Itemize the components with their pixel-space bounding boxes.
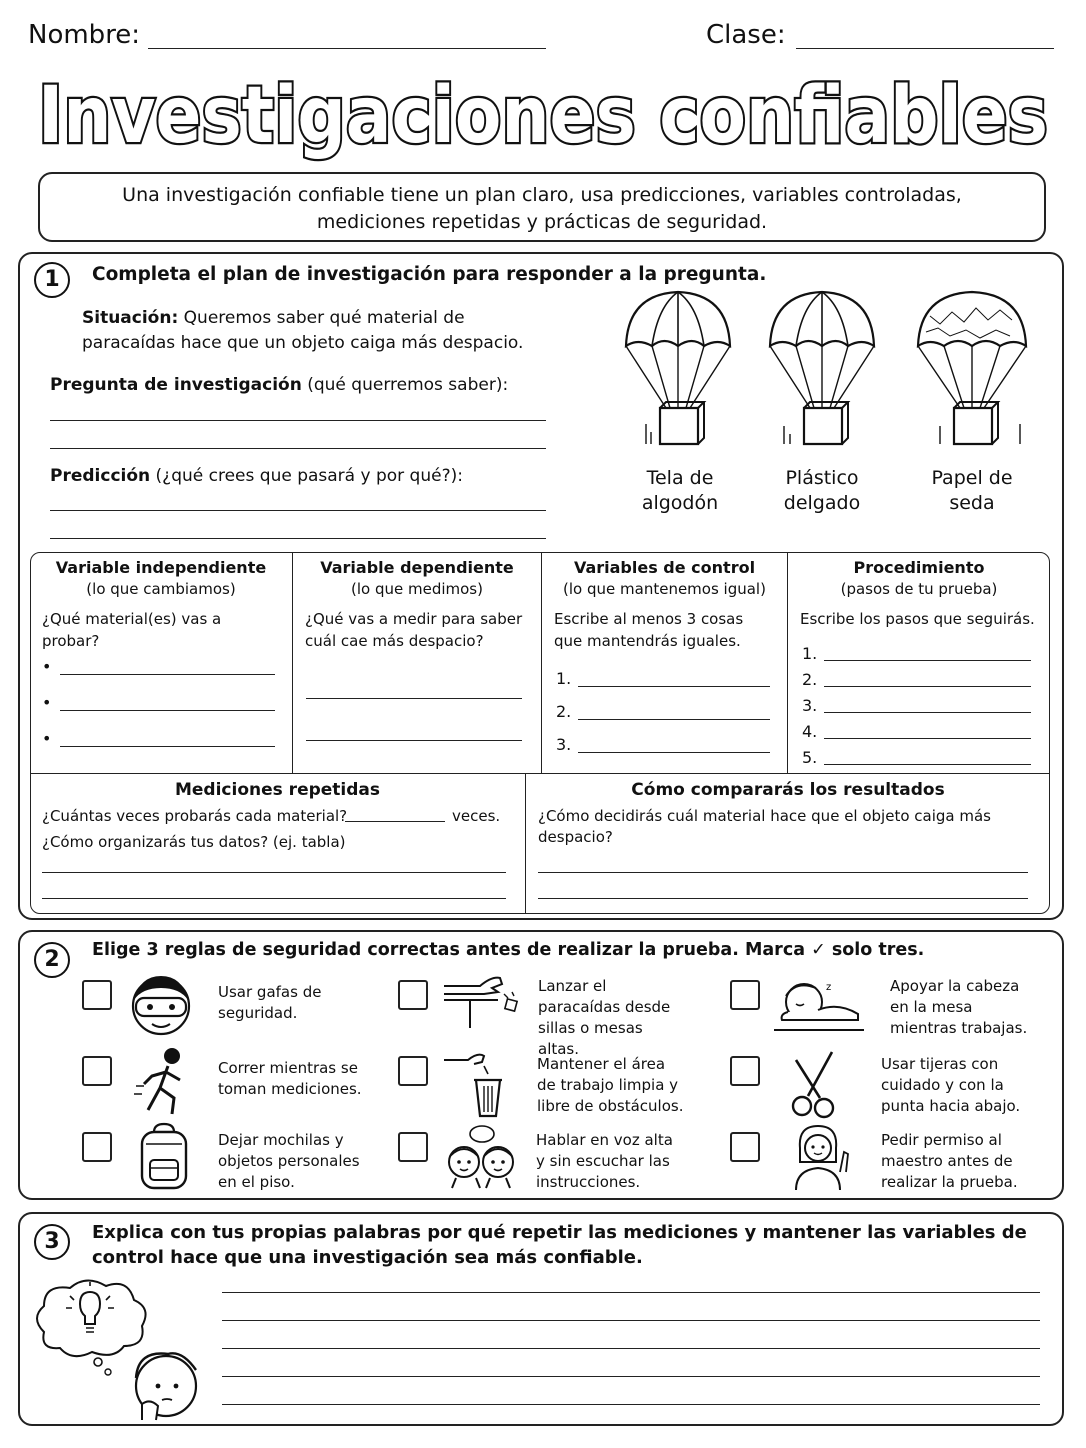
procedure-number: 1. xyxy=(802,644,818,663)
question-label-bold: Pregunta de investigación xyxy=(50,375,302,395)
procedure-line-1[interactable] xyxy=(824,660,1031,661)
prediction-label-bold: Predicción xyxy=(50,466,151,486)
control-title: Variables de control xyxy=(573,558,756,577)
running-child-icon xyxy=(134,1046,194,1116)
answer-line-2[interactable] xyxy=(222,1320,1040,1321)
rule-text: Mantener el área de trabajo limpia y libre de obstáculos. xyxy=(537,1055,684,1115)
name-label: Nombre: xyxy=(28,20,141,50)
backpack-icon xyxy=(136,1122,192,1192)
sleeping-child-icon xyxy=(774,974,864,1036)
control-line-1[interactable] xyxy=(578,686,770,687)
rule-text: Pedir permiso al maestro antes de realizar la prueba. xyxy=(881,1131,1018,1191)
trash-can-icon xyxy=(444,1050,514,1120)
compare-title: Cómo compararás los resultados xyxy=(631,780,945,800)
throwing-hand-icon xyxy=(440,970,524,1030)
independent-sub: (lo que cambiamos) xyxy=(86,580,236,598)
rule-text: Lanzar el paracaídas desde sillas o mesas altas. xyxy=(538,977,671,1058)
rule-checkbox[interactable] xyxy=(398,1056,428,1086)
rule-text: Usar gafas de seguridad. xyxy=(218,983,322,1022)
repeated-line-1[interactable] xyxy=(42,872,506,873)
dependent-question: ¿Qué vas a medir para saber cuál cae más despacio? xyxy=(305,610,523,650)
answer-line-5[interactable] xyxy=(222,1404,1040,1405)
procedure-sub: (pasos de tu prueba) xyxy=(840,580,998,598)
repeated-count-field[interactable] xyxy=(345,821,445,822)
compare-line-1[interactable] xyxy=(538,872,1028,873)
rule-text: Dejar mochilas y objetos personales en el piso. xyxy=(218,1131,360,1191)
control-line-3[interactable] xyxy=(578,752,770,753)
procedure-line-2[interactable] xyxy=(824,686,1031,687)
class-label: Clase: xyxy=(706,20,786,50)
procedure-question: Escribe los pasos que seguirás. xyxy=(800,610,1035,628)
section-2-title: Elige 3 reglas de seguridad correctas antes de realizar la prueba. Marca ✓ solo tres. xyxy=(92,940,925,960)
rule-checkbox[interactable] xyxy=(82,1132,112,1162)
cell-control xyxy=(542,552,787,772)
rule-text: Apoyar la cabeza en la mesa mientras trabajas. xyxy=(890,977,1028,1037)
page-title xyxy=(20,58,1066,170)
thinking-child-icon xyxy=(30,1274,210,1420)
independent-title: Variable independiente xyxy=(55,558,267,577)
cell-independent xyxy=(30,552,292,772)
rule-checkbox[interactable] xyxy=(730,1132,760,1162)
intro-box xyxy=(38,172,1046,242)
repeated-line-2[interactable] xyxy=(42,898,506,899)
rule-checkbox[interactable] xyxy=(82,1056,112,1086)
procedure-number: 3. xyxy=(802,696,818,715)
rule-checkbox[interactable] xyxy=(398,1132,428,1162)
section-1-number: 1 xyxy=(34,262,70,298)
independent-line-1[interactable] xyxy=(60,674,275,675)
rule-text: Usar tijeras con cuidado y con la punta hacia abajo. xyxy=(881,1055,1021,1115)
prediction-hint: (¿qué crees que pasará y por qué?): xyxy=(155,466,463,486)
cell-dependent xyxy=(293,552,541,772)
dependent-title: Variable dependiente xyxy=(320,558,514,577)
name-field[interactable] xyxy=(148,48,546,49)
control-number: 1. xyxy=(556,669,572,688)
bullet: • xyxy=(42,657,52,676)
control-sub: (lo que mantenemos igual) xyxy=(563,580,766,598)
control-number: 3. xyxy=(556,735,572,754)
procedure-line-5[interactable] xyxy=(824,764,1031,765)
talking-children-icon xyxy=(444,1124,520,1190)
parachute-icon xyxy=(618,286,738,451)
procedure-line-3[interactable] xyxy=(824,712,1031,713)
dependent-sub: (lo que medimos) xyxy=(351,580,483,598)
parachute-label-plastic: Plástico delgado xyxy=(783,467,861,514)
cell-procedure xyxy=(788,552,1050,772)
question-hint: (qué querremos saber): xyxy=(307,375,509,395)
prediction-line-2[interactable] xyxy=(50,538,546,539)
parachute-label-cotton: Tela de algodón xyxy=(641,467,719,514)
compare-line-2[interactable] xyxy=(538,898,1028,899)
repeated-title: Mediciones repetidas xyxy=(174,780,381,800)
prediction-label xyxy=(50,465,463,487)
procedure-number: 4. xyxy=(802,722,818,741)
question-label xyxy=(50,374,508,396)
answer-line-3[interactable] xyxy=(222,1348,1040,1349)
repeated-q1: ¿Cuántas veces probarás cada material? xyxy=(42,807,348,825)
control-question: Escribe al menos 3 cosas que mantendrás iguales. xyxy=(554,610,744,650)
raising-hand-child-icon xyxy=(786,1122,852,1192)
procedure-title: Procedimiento xyxy=(853,558,985,577)
repeated-q2: ¿Cómo organizarás tus datos? (ej. tabla) xyxy=(42,833,346,851)
bullet: • xyxy=(42,693,52,712)
parachute-label-tissue: Papel de seda xyxy=(931,467,1013,514)
control-line-2[interactable] xyxy=(578,719,770,720)
situation-text: Queremos saber qué material de paracaídas hace que un objeto caiga más despacio. xyxy=(82,308,524,353)
goggles-face-icon xyxy=(128,970,194,1040)
dependent-line-1[interactable] xyxy=(306,698,522,699)
dependent-line-2[interactable] xyxy=(306,740,522,741)
independent-question: ¿Qué material(es) vas a probar? xyxy=(42,610,222,650)
situation-label: Situación: xyxy=(82,308,179,328)
control-number: 2. xyxy=(556,702,572,721)
rule-text: Correr mientras se toman mediciones. xyxy=(218,1059,362,1098)
intro-text: Una investigación confiable tiene un plan claro, usa predicciones, variables controladas, mediciones repetidas y prácticas de seguridad. xyxy=(122,184,962,233)
bullet: • xyxy=(42,729,52,748)
procedure-number: 2. xyxy=(802,670,818,689)
section-2-number: 2 xyxy=(34,942,70,978)
class-field[interactable] xyxy=(796,48,1054,49)
prediction-line-1[interactable] xyxy=(50,510,546,511)
answer-line-1[interactable] xyxy=(222,1292,1040,1293)
rule-checkbox[interactable] xyxy=(82,980,112,1010)
rule-checkbox[interactable] xyxy=(730,1056,760,1086)
rule-checkbox[interactable] xyxy=(730,980,760,1010)
page-title-text: Investigaciones confiables xyxy=(38,71,1048,161)
compare-question: ¿Cómo decidirás cuál material hace que el objeto caiga más despacio? xyxy=(538,807,991,846)
section-3-number: 3 xyxy=(34,1224,70,1260)
procedure-line-4[interactable] xyxy=(824,738,1031,739)
procedure-number: 5. xyxy=(802,748,818,767)
repeated-unit: veces. xyxy=(452,807,501,825)
scissors-icon xyxy=(786,1050,842,1120)
rule-checkbox[interactable] xyxy=(398,980,428,1010)
question-line-2[interactable] xyxy=(50,448,546,449)
section-3-title: Explica con tus propias palabras por qué repetir las mediciones y mantener las variables de control hace que una investigación sea más confiable. xyxy=(92,1222,1027,1268)
svg-text:z: z xyxy=(826,982,832,993)
parachute-icon xyxy=(910,286,1035,451)
independent-line-2[interactable] xyxy=(60,710,275,711)
independent-line-3[interactable] xyxy=(60,746,275,747)
parachute-icon xyxy=(762,286,882,451)
section-1-title: Completa el plan de investigación para responder a la pregunta. xyxy=(92,264,767,285)
rule-text: Hablar en voz alta y sin escuchar las instrucciones. xyxy=(536,1131,673,1191)
question-line-1[interactable] xyxy=(50,420,546,421)
answer-line-4[interactable] xyxy=(222,1376,1040,1377)
situation xyxy=(82,306,562,356)
